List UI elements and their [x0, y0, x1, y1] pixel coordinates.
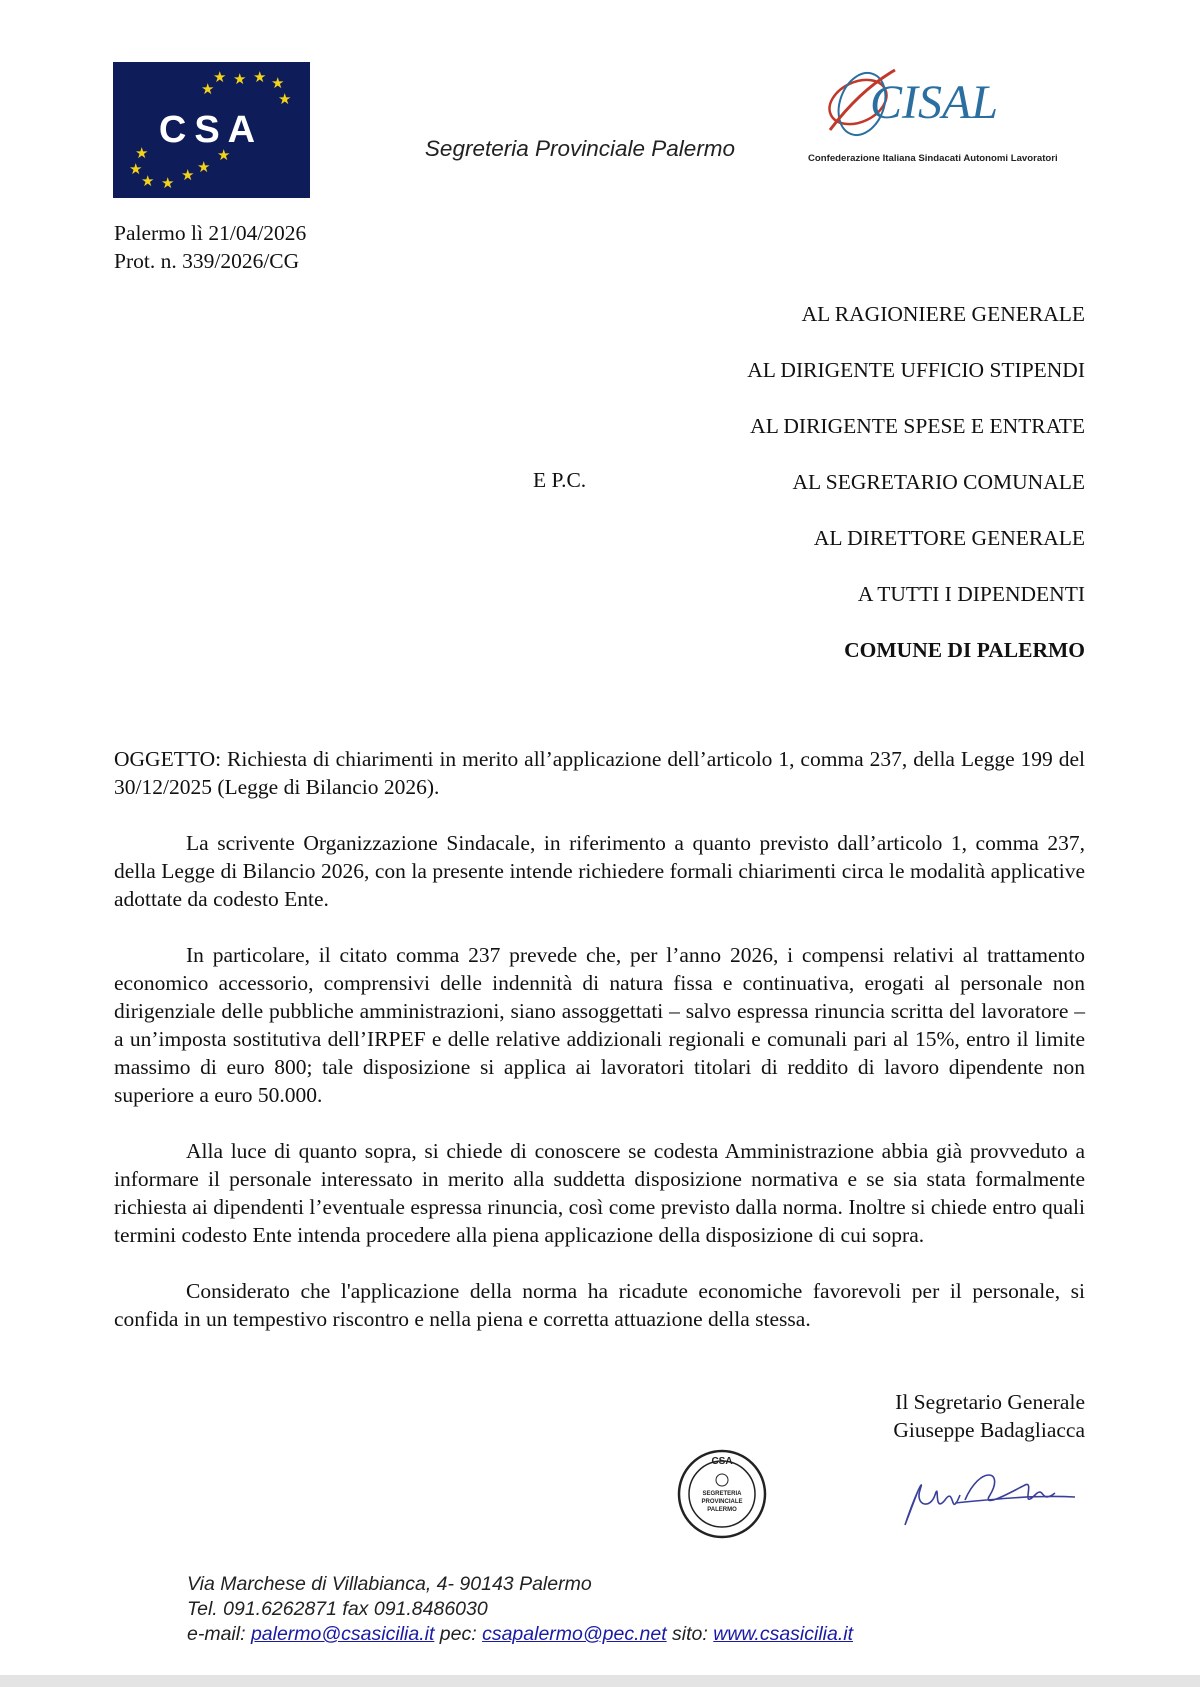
svg-text:★: ★	[201, 80, 215, 98]
csa-star-ring	[113, 62, 310, 198]
signatory-title: Il Segretario Generale	[895, 1390, 1085, 1414]
email-label: e-mail:	[187, 1623, 251, 1645]
letter-body	[114, 745, 1085, 1361]
footer-contacts	[187, 1572, 853, 1647]
svg-text:★: ★	[253, 68, 267, 86]
svg-text:★: ★	[197, 158, 211, 176]
recipients-list	[747, 298, 1085, 690]
svg-text:★: ★	[161, 174, 175, 192]
cisal-logo	[800, 60, 1120, 170]
handwritten-signature	[895, 1455, 1085, 1535]
subject-paragraph: OGGETTO: Richiesta di chiarimenti in merito all’applicazione dell’articolo 1, comma 237, della Legge 199 del 30/12/2025 (Legge di Bilancio 2026).	[114, 747, 1085, 799]
page-bottom-edge	[0, 1675, 1200, 1687]
signatory-name: Giuseppe Badagliacca	[893, 1418, 1085, 1442]
date-line: Palermo lì 21/04/2026	[114, 221, 307, 245]
svg-text:★: ★	[135, 144, 149, 162]
svg-text:SEGRETERIA: SEGRETERIA	[702, 1491, 742, 1497]
csa-logo	[113, 62, 310, 198]
recipient: AL SEGRETARIO COMUNALE	[792, 470, 1085, 494]
protocol-line: Prot. n. 339/2026/CG	[114, 249, 300, 273]
pec-label: pec:	[434, 1623, 483, 1645]
pec-link[interactable]: csapalermo@pec.net	[482, 1623, 667, 1645]
date-protocol	[114, 219, 306, 275]
recipient: AL DIRIGENTE UFFICIO STIPENDI	[747, 358, 1085, 382]
svg-text:★: ★	[213, 68, 227, 86]
csa-logo-text: CSA	[158, 109, 264, 151]
official-stamp	[676, 1448, 768, 1540]
svg-text:★: ★	[129, 160, 143, 178]
footer-contact-line	[187, 1622, 853, 1647]
body-paragraph: La scrivente Organizzazione Sindacale, in riferimento a quanto previsto dall’articolo 1, comma 237, della Legge di Bilancio 2026, con la presente intende richiedere formali chiarimenti circa le modalità applicative adottate da codesto Ente.	[114, 831, 1085, 911]
epc-label: E P.C.	[533, 468, 587, 492]
svg-text:★: ★	[217, 146, 231, 164]
body-paragraph: Considerato che l'applicazione della norma ha ricadute economiche favorevoli per il personale, si confida in un tempestivo riscontro e nella piena e corretta attuazione della stessa.	[114, 1279, 1085, 1331]
svg-text:★: ★	[278, 90, 292, 108]
signatory-block	[893, 1388, 1085, 1444]
svg-text:★: ★	[141, 172, 155, 190]
site-link[interactable]: www.csasicilia.it	[713, 1623, 854, 1645]
recipient-organization: COMUNE DI PALERMO	[844, 638, 1085, 662]
svg-text:CSA: CSA	[711, 1456, 733, 1467]
cisal-subtitle: Confederazione Italiana Sindacati Autonomi Lavoratori	[808, 153, 1058, 164]
recipient: AL DIRIGENTE SPESE E ENTRATE	[750, 414, 1085, 438]
recipient: AL DIRETTORE GENERALE	[813, 526, 1085, 550]
email-link[interactable]: palermo@csasicilia.it	[250, 1623, 435, 1645]
svg-text:★: ★	[181, 166, 195, 184]
body-paragraph: Alla luce di quanto sopra, si chiede di conoscere se codesta Amministrazione abbia già provveduto a informare il personale interessato in merito alla suddetta disposizione normativa e se sia stata formalmente richiesta ai dipendenti l’eventuale espressa rinuncia, così come previsto dalla norma. Inoltre si chiede entro quali termini codesto Ente intenda procedere alla piena applicazione della disposizione di cui sopra.	[114, 1139, 1085, 1247]
svg-text:PROVINCIALE: PROVINCIALE	[701, 1499, 743, 1505]
svg-text:PALERMO: PALERMO	[707, 1507, 737, 1513]
recipient: AL RAGIONIERE GENERALE	[801, 302, 1085, 326]
footer-phone: Tel. 091.6262871 fax 091.8486030	[187, 1598, 488, 1620]
footer-address: Via Marchese di Villabianca, 4- 90143 Palermo	[187, 1573, 592, 1595]
body-paragraph: In particolare, il citato comma 237 prevede che, per l’anno 2026, i compensi relativi al trattamento economico accessorio, comprensivi delle indennità di natura fissa e continuativa, erogati al personale non dirigenziale delle pubbliche amministrazioni, siano assoggettati – salvo espressa rinuncia scritta del lavoratore – a un’imposta sostitutiva dell’IRPEF e delle relative addizionali regionali e comunali pari al 15%, entro il limite massimo di euro 800; tale disposizione si applica ai lavoratori titolari di reddito di lavoro dipendente non superiore a euro 50.000.	[114, 943, 1085, 1107]
cisal-logo-text: CISAL	[870, 76, 999, 129]
segreteria-title: Segreteria Provinciale Palermo	[424, 136, 736, 161]
svg-text:★: ★	[233, 70, 247, 88]
site-label: sito:	[666, 1623, 714, 1645]
recipient: A TUTTI I DIPENDENTI	[857, 582, 1085, 606]
svg-text:★: ★	[271, 74, 285, 92]
